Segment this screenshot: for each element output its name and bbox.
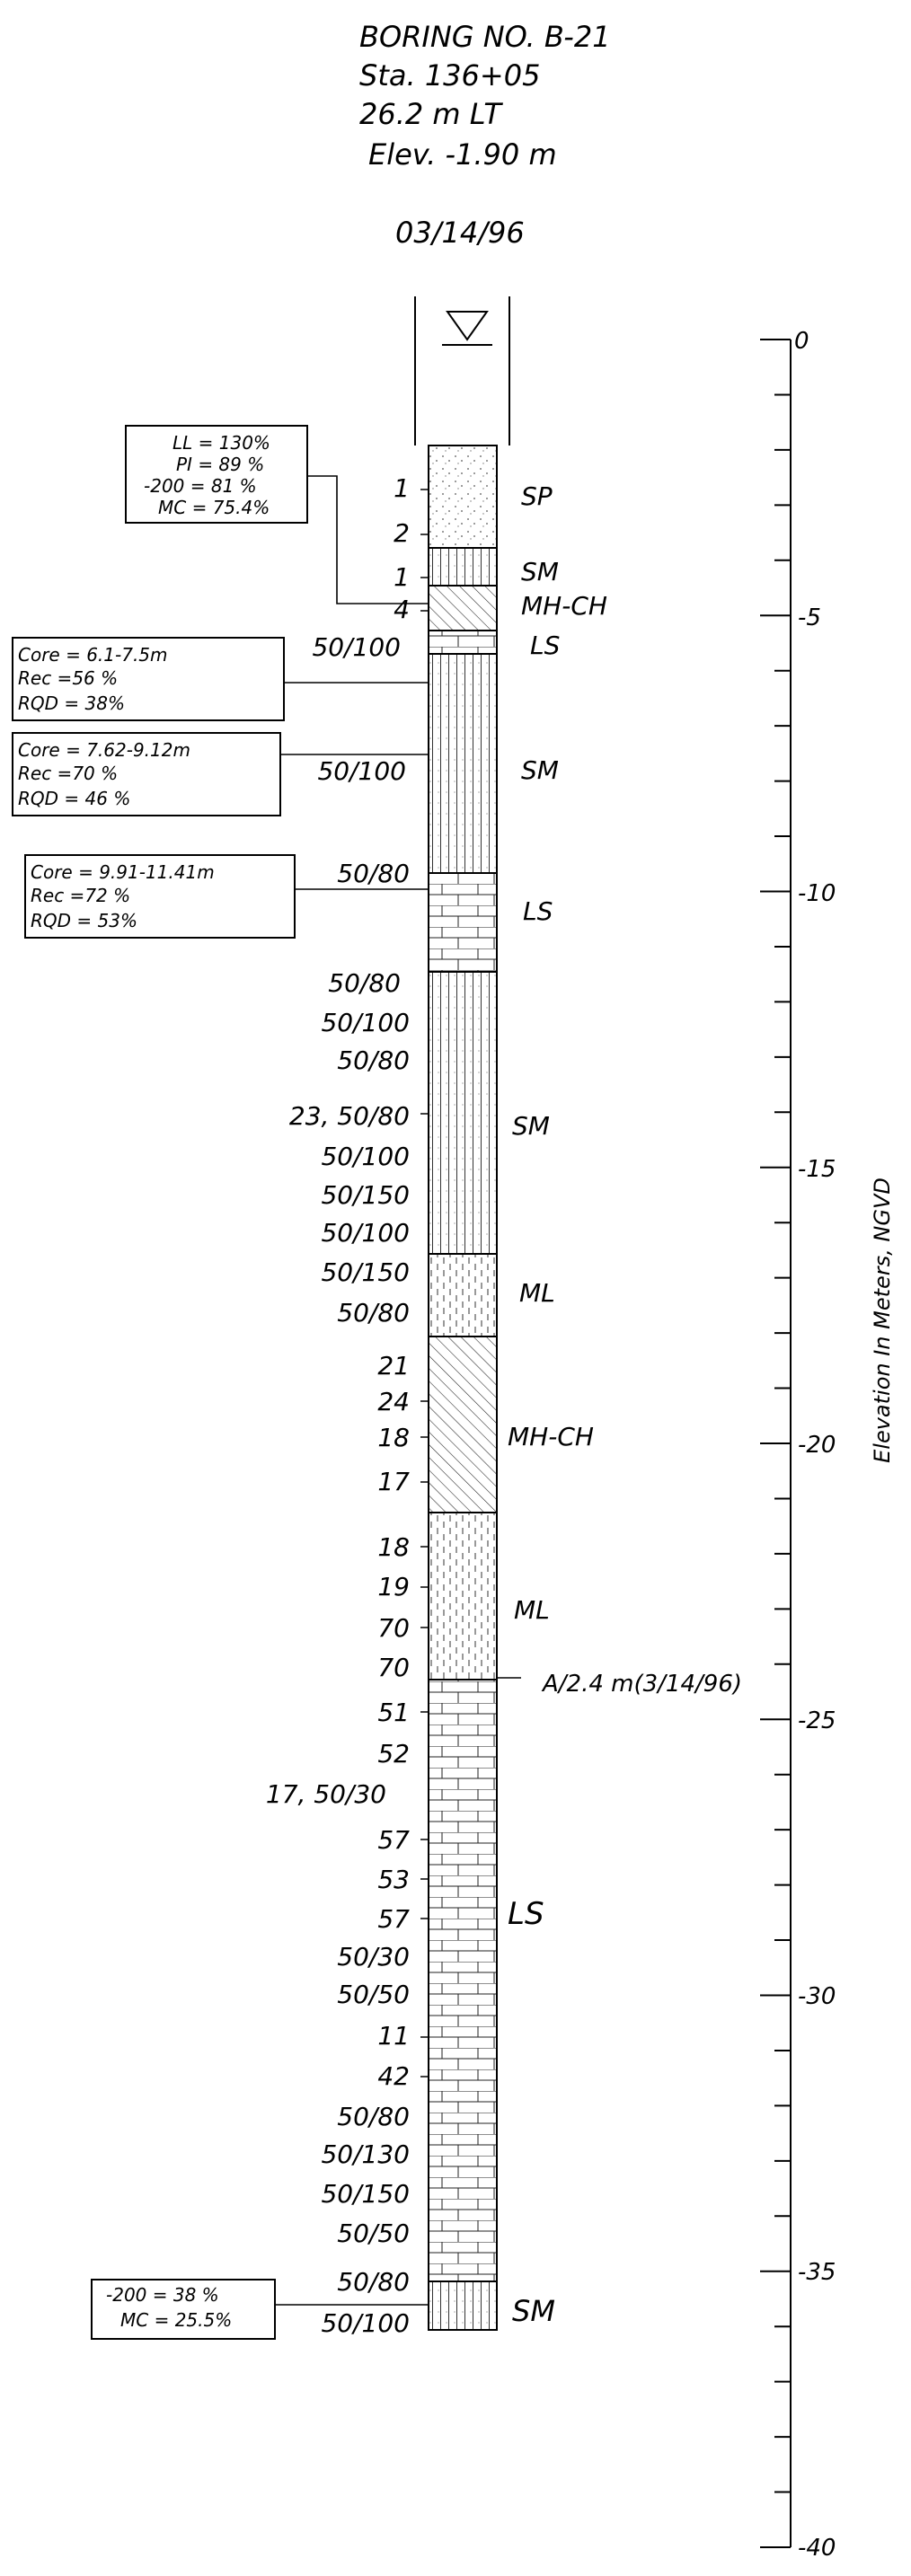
stratum-label: LS <box>508 1896 544 1932</box>
blow-count: 50/80 <box>337 1045 410 1075</box>
note-line: RQD = 53% <box>31 910 137 931</box>
stratum-label: MH-CH <box>521 591 607 621</box>
blow-count: 18 <box>377 1532 410 1562</box>
note-line: -200 = 81 % <box>144 475 257 497</box>
blow-count: 50/80 <box>328 968 401 998</box>
elevation: Elev. -1.90 m <box>368 137 557 172</box>
boring-number: BORING NO. B-21 <box>359 20 611 54</box>
blow-count: 50/150 <box>321 1180 410 1210</box>
stratum-sm-2 <box>429 654 497 873</box>
note-line: Rec =70 % <box>18 763 119 784</box>
blow-count: 50/80 <box>337 859 410 888</box>
stratum-label: LS <box>530 631 561 660</box>
tick-label: -15 <box>798 1156 836 1183</box>
blow-count: 50/50 <box>337 1980 410 2009</box>
axis-title: Elevation In Meters, NGVD <box>870 1178 895 1463</box>
blow-count: 42 <box>377 2061 410 2091</box>
water-table-symbol <box>442 312 492 345</box>
blow-count: 1 <box>394 562 410 592</box>
blow-count: 50/100 <box>321 2308 410 2338</box>
blow-count: 50/100 <box>312 632 401 662</box>
stratum-label: SM <box>521 557 559 587</box>
blow-count: 51 <box>377 1698 410 1727</box>
stratum-labels <box>508 481 607 2328</box>
blow-count: 2 <box>394 518 410 548</box>
blow-count: 50/100 <box>321 1142 410 1171</box>
stratum-mh-ch-1 <box>429 586 497 631</box>
note-line: Core = 6.1-7.5m <box>18 644 168 666</box>
blow-count: 50/80 <box>337 2267 410 2297</box>
tick-label: -10 <box>798 880 836 907</box>
note-line: MC = 25.5% <box>120 2309 233 2331</box>
stratum-ls-2 <box>429 873 497 972</box>
note-line: RQD = 46 % <box>18 788 131 809</box>
blow-counts <box>266 473 410 2338</box>
station: Sta. 136+05 <box>359 58 541 93</box>
blow-count: 50/50 <box>337 2219 410 2248</box>
blow-count: 50/100 <box>321 1218 410 1248</box>
blow-count: 24 <box>377 1387 410 1416</box>
stratum-ml-2 <box>429 1513 497 1680</box>
stratum-label: SP <box>521 481 553 511</box>
stratum-ls-1 <box>429 631 497 654</box>
sample-ticks <box>420 490 429 2077</box>
blow-count: 50/80 <box>337 1298 410 1328</box>
blow-count: 70 <box>377 1613 410 1643</box>
blow-count: 1 <box>394 473 410 503</box>
stratum-label: MH-CH <box>508 1422 594 1451</box>
stratum-sp <box>429 446 497 548</box>
stratum-sm-3 <box>429 972 497 1254</box>
stratum-sm-4 <box>429 2281 497 2330</box>
note-line: -200 = 38 % <box>106 2284 219 2306</box>
tick-label: -30 <box>798 1983 836 2010</box>
blow-count: 57 <box>377 1825 410 1855</box>
note-line: MC = 75.4% <box>158 497 270 518</box>
blow-count: 50/100 <box>317 756 406 786</box>
date: 03/14/96 <box>395 216 525 250</box>
blow-count: 50/30 <box>337 1942 410 1972</box>
blow-count: 50/80 <box>337 2102 410 2131</box>
stratum-label: LS <box>523 896 553 926</box>
blow-count: 17 <box>377 1467 410 1496</box>
stratum-mh-ch-2 <box>429 1337 497 1513</box>
blow-count: 11 <box>377 2021 410 2051</box>
blow-count: 50/150 <box>321 1257 410 1287</box>
note-line: RQD = 38% <box>18 693 125 714</box>
stratum-sm-1 <box>429 548 497 586</box>
axis-tick-labels <box>794 328 836 2562</box>
blow-count: 70 <box>377 1653 410 1682</box>
tick-label: -20 <box>798 1432 836 1459</box>
blow-count: 21 <box>377 1351 410 1381</box>
note-line: Rec =56 % <box>18 667 119 689</box>
tick-label: -35 <box>798 2259 836 2286</box>
tick-label: -5 <box>798 604 821 631</box>
water-level-note: A/2.4 m(3/14/96) <box>543 1671 743 1698</box>
blow-count: 53 <box>377 1865 410 1894</box>
blow-count: 50/100 <box>321 1008 410 1037</box>
note-box-atterberg <box>126 426 429 604</box>
blow-count: 50/150 <box>321 2179 410 2209</box>
note-line: Core = 7.62-9.12m <box>18 739 190 761</box>
blow-count: 18 <box>377 1423 410 1452</box>
stratum-label: SM <box>512 2294 555 2328</box>
note-line: LL = 130% <box>172 432 270 454</box>
stratum-ls-3 <box>429 1680 497 2281</box>
blow-count: 19 <box>377 1572 410 1601</box>
tick-label: -25 <box>798 1707 836 1734</box>
stratum-label: ML <box>514 1595 550 1625</box>
blow-count: 50/130 <box>321 2139 410 2169</box>
blow-count: 17, 50/30 <box>265 1779 386 1809</box>
tick-label: -40 <box>798 2535 836 2562</box>
blow-count: 4 <box>394 595 410 624</box>
elevation-axis <box>760 328 895 2562</box>
axis-tick-marks <box>760 340 791 2547</box>
stratum-label: SM <box>512 1111 550 1141</box>
note-line: Core = 9.91-11.41m <box>31 861 215 883</box>
stratum-label: ML <box>519 1278 555 1308</box>
blow-count: 23, 50/80 <box>288 1101 410 1131</box>
strata-column <box>429 446 497 2330</box>
stratum-label: SM <box>521 755 559 785</box>
note-line: Rec =72 % <box>31 885 131 906</box>
stratum-ml-1 <box>429 1254 497 1337</box>
blow-count: 57 <box>377 1904 410 1934</box>
note-line: PI = 89 % <box>176 454 265 475</box>
blow-count: 52 <box>377 1739 410 1769</box>
tick-label: 0 <box>794 328 809 355</box>
offset: 26.2 m LT <box>359 97 501 131</box>
